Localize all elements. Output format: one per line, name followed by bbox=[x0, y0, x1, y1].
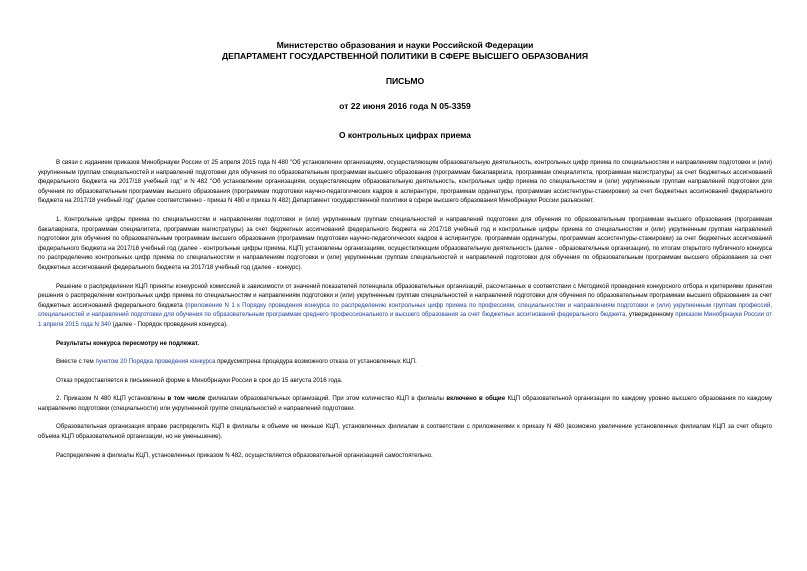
paragraph-5-bold-1: в том числе bbox=[167, 395, 206, 403]
paragraph-5-text-d: КЦП образовательной организации по каждому уровню высшего образования по каждому направлению подготовки (специальности) или укрупненной группе специальностей и направлений подготовки. bbox=[38, 395, 772, 412]
paragraph-3-text-b: предусмотрена процедура возможного отказа от установленных КЦП. bbox=[215, 358, 417, 366]
paragraph-6: Образовательная организация вправе распределить КЦП в филиалы в объеме не меньше КЦП, установленных филиалам в соответствии с приложениями к приказу N 480 (возможно увеличение установленных филиалам КЦП за счет общего объема КЦП образовательной организации, но не уменьшение). bbox=[38, 423, 772, 441]
paragraph-2-text-b: , утвержденному bbox=[625, 311, 676, 319]
paragraph-2-text-a: Решение о распределении КЦП приняты конкурсной комиссией в зависимости от значений показателей потенциала образовательных организаций, рассчитанных в соответствии с Методикой проведения конкурсного отбора и критериями принятия решения о распределении контрольных цифр приема по специальностям и направлениям подготовки и (или) укрупненным группам специальностей и направлений подготовки для обучения по образовательным программам высшего образования за счет бюджетных ассигнований федерального бюджета ( bbox=[38, 282, 772, 309]
order-340-link[interactable]: приказом Минобрнауки России от 1 апреля 2015 года N 340 bbox=[38, 311, 772, 328]
paragraph-5-text-c: филиалам образовательных организаций. При этом количество КЦП в филиалы bbox=[205, 395, 447, 403]
document-type: ПИСЬМО bbox=[385, 76, 425, 86]
letter-page bbox=[38, 40, 772, 460]
paragraph-3 bbox=[38, 357, 772, 367]
paragraph-5-text-a: 2. Приказом N 480 КЦП установлены bbox=[56, 395, 168, 403]
paragraph-1: 1. Контрольные цифры приема по специальностям и направлениям подготовки и (или) укрупненным группам специальностей и направлений подготовки для обучения по образовательным программам высшего образования (программам бакалавриата, программам специалитета, программам магистратуры) за счет бюджетных ассигнований федерального бюджета на 2017/18 учебный год и контрольные цифры приема по специальностям и (или) укрупненным группам направлений подготовки для обучения по образовательным программам высшего образования (программам подготовки научно-педагогических кадров в аспирантуре, программам ординатуры, программам ассистентуры-стажировки) за счет бюджетных ассигнований федерального бюджета на 2017/18 учебный год (далее - контрольные цифры приема, КЦП) установлены организациям, осуществляющим образовательную деятельность (далее - образовательные организации), по итогам открытого публичного конкурса по распределению контрольных цифр приема по специальностям и направлениям подготовки и (или) укрупненным группам специальностей и направлений подготовки для обучения по образовательным программам высшего образования за счет бюджетных ассигнований федерального бюджета на 2017/18 учебный год (далее - конкурс). bbox=[38, 215, 772, 271]
paragraph-3-text-a: Вместе с тем bbox=[56, 358, 96, 366]
results-bold-text: Результаты конкурса пересмотру не подлежат. bbox=[56, 339, 200, 347]
paragraph-5-bold-2: включено в общие bbox=[446, 395, 506, 403]
ministry-name: Министерство образования и науки Российской Федерации bbox=[276, 40, 534, 50]
paragraph-7: Распределение в филиалы КЦП, установленных приказом N 482, осуществляется образовательной организацией самостоятельно. bbox=[56, 451, 433, 459]
appendix-1-link[interactable]: приложение N 1 к Порядку проведения конкурса по распределению контрольных цифр приема по профессиям, специальностям и направлениям подготовки и (или) укрупненным группам профессий, специальностей и направлений подготовки для обучения по образовательным программам среднего профессионального и высшего образования за счет бюджетных ассигнований федерального бюджета bbox=[38, 301, 773, 319]
intro-paragraph: В связи с изданием приказов Минобрнауки России от 25 апреля 2015 года N 480 "Об установлении организациям, осуществляющим образовательную деятельность, контрольных цифр приема по специальностям и направлениям подготовки и (или) укрупненным группам специальностей и направлений подготовки для обучения по образовательным программам высшего образования (программам бакалавриата, программам специалитета, программам магистратуры) за счет бюджетных ассигнований федерального бюджета на 2017/18 учебный год" и N 482 "Об установлении организациям, осуществляющим образовательную деятельность, контрольных цифр приема по специальностям и (или) укрупненным группам направлений подготовки для обучения по образовательным программам высшего образования (программам подготовки научно-педагогических кадров в аспирантуре, программам ординатуры, программам ассистентуры-стажировки) за счет бюджетных ассигнований федерального бюджета на 2017/18 учебный год" (далее соответственно - приказ N 480 и приказ N 482) Департамент государственной политики в сфере высшего образования Минобрнауки России разъясняет. bbox=[38, 159, 772, 205]
results-statement bbox=[38, 339, 772, 349]
document-date: от 22 июня 2016 года N 05-3359 bbox=[339, 101, 471, 111]
point-20-link[interactable]: пунктом 20 Порядка проведения конкурса bbox=[95, 358, 216, 366]
department-name: ДЕПАРТАМЕНТ ГОСУДАРСТВЕННОЙ ПОЛИТИКИ В СФЕРЕ ВЫСШЕГО ОБРАЗОВАНИЯ bbox=[221, 51, 588, 61]
document-subject: О контрольных цифрах приема bbox=[339, 130, 471, 140]
paragraph-2-text-c: (далее - Порядок проведения конкурса). bbox=[110, 320, 228, 328]
paragraph-2 bbox=[38, 282, 772, 330]
paragraph-4: Отказ предоставляется в письменной форме в Минобрнауки России в срок до 15 августа 2016 года. bbox=[56, 376, 343, 384]
paragraph-5 bbox=[38, 394, 772, 413]
